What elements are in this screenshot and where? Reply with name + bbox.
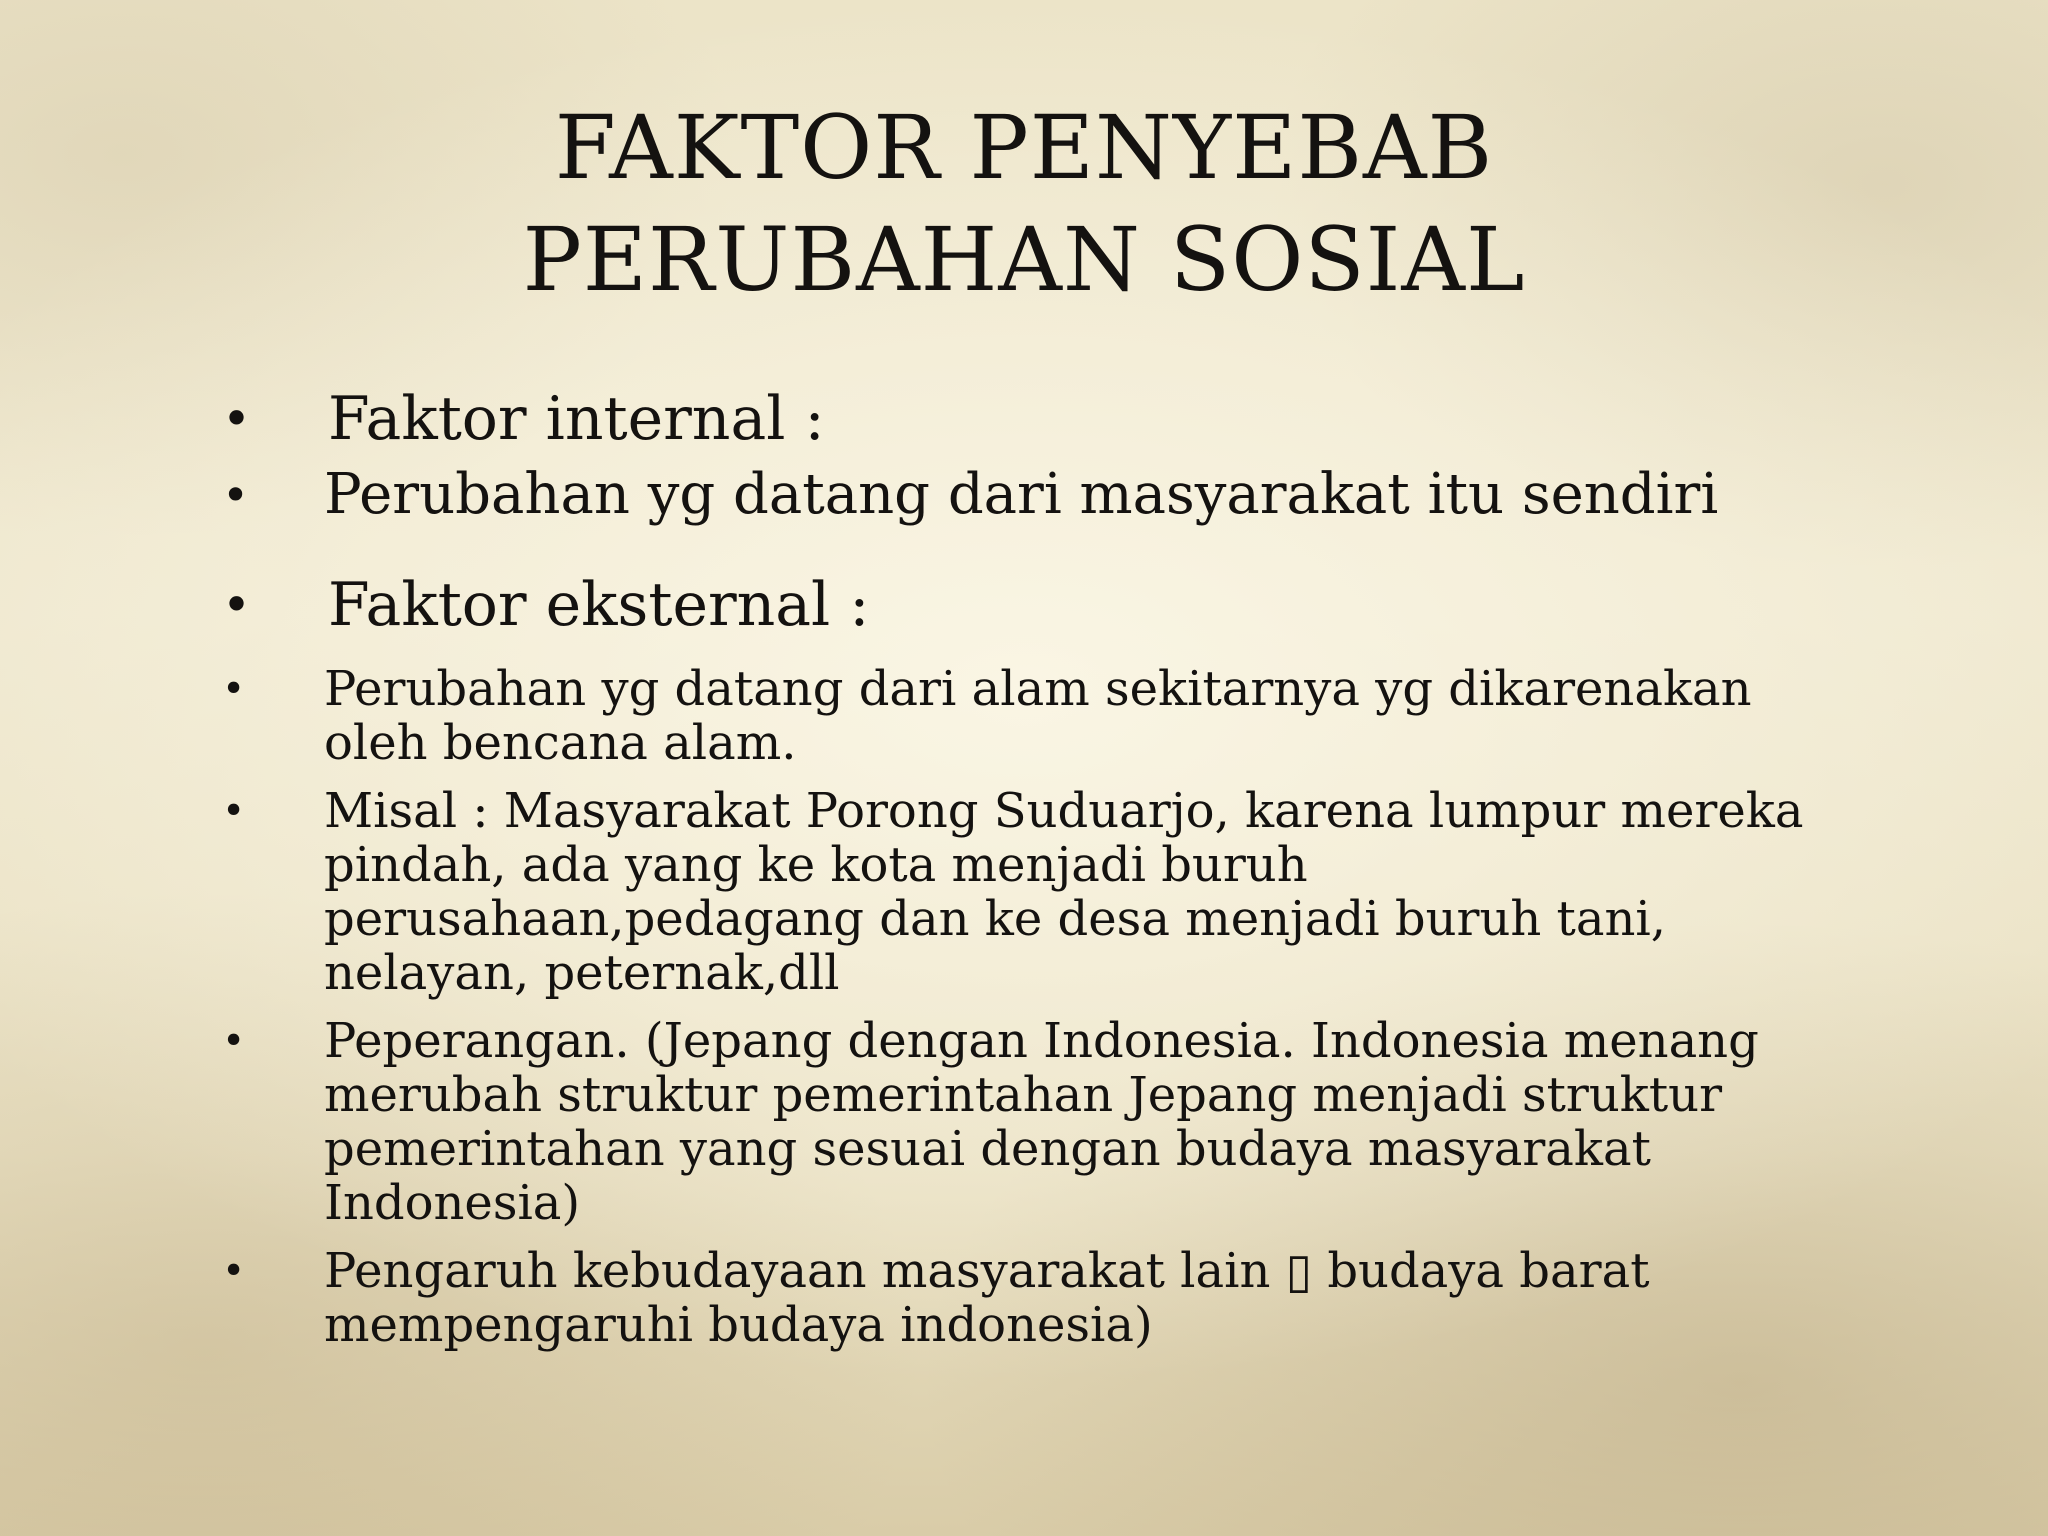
bullet-icon: •	[222, 666, 246, 712]
section-internal	[222, 380, 1862, 458]
bullet-icon: •	[222, 1248, 246, 1294]
list-item-text: Peperangan. (Jepang dengan Indonesia. Indonesia menang merubah struktur pemerintahan Jepang menjadi struktur pemerintahan yang sesuai dengan budaya masyarakat Indonesia)	[324, 1013, 1759, 1231]
list-item-text: Perubahan yg datang dari masyarakat itu sendiri	[324, 462, 1719, 527]
list-item-text: Perubahan yg datang dari alam sekitarnya yg dikarenakan oleh bencana alam.	[324, 661, 1752, 771]
title-line-2: PERUBAHAN SOSIAL	[522, 208, 1526, 311]
list-item	[116, 784, 1862, 1000]
bullet-icon: •	[222, 1018, 246, 1064]
bullet-icon: •	[222, 468, 250, 522]
section-heading-external: Faktor eksternal :	[328, 570, 870, 640]
list-item-text: Misal : Masyarakat Porong Suduarjo, karena lumpur mereka pindah, ada yang ke kota menjadi buruh perusahaan,pedagang dan ke desa menjadi buruh tani, nelayan, peternak,dll	[324, 783, 1804, 1001]
list-item	[116, 662, 1862, 770]
bullet-icon: •	[222, 390, 252, 448]
list-item	[116, 1014, 1862, 1230]
bullet-icon: •	[222, 576, 252, 634]
title-line-1: FAKTOR PENYEBAB	[554, 96, 1494, 199]
bullet-list	[222, 380, 1862, 1352]
bullet-icon: •	[222, 788, 246, 834]
list-item-text: Pengaruh kebudayaan masyarakat lain ▯ budaya barat mempengaruhi budaya indonesia)	[324, 1243, 1650, 1353]
slide-title	[0, 92, 2048, 316]
list-item	[116, 464, 1862, 526]
list-item	[116, 1244, 1862, 1352]
section-external	[222, 566, 1862, 644]
section-heading-internal: Faktor internal :	[328, 384, 825, 454]
